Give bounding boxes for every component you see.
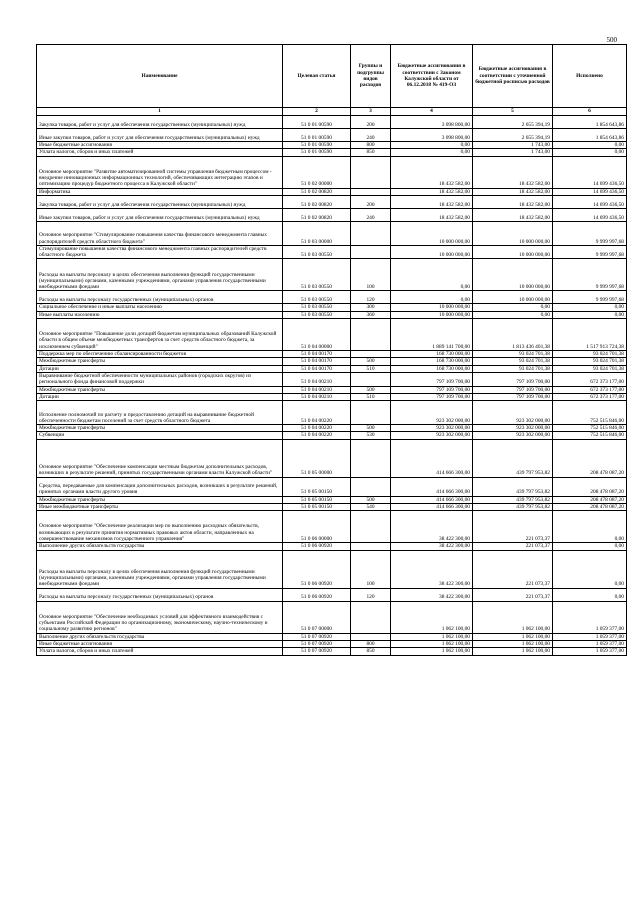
row-name: Расходы на выплаты персоналу государственных (муниципальных) органов [37,291,283,304]
row-group [351,477,391,496]
row-refined: 439 797 953,82 [473,439,553,477]
row-name: Расходы на выплаты персоналу в целях обеспечения выполнения функций государственными (муниципальными) органами, казенными учреждениями, органами управления государственными внебюджетными фондами [37,550,283,588]
row-executed: 9 999 997,68 [553,291,627,304]
row-name: Уплата налогов, сборов и иных платежей [37,149,283,156]
row-refined: 2 655 394,19 [473,129,553,142]
row-law: 168 730 000,00 [391,358,473,365]
row-target: 51 0 04 00220 [283,425,351,432]
row-refined: 221 073,37 [473,511,553,543]
row-law: 10 000 000,00 [391,245,473,259]
row-refined: 18 432 582,00 [473,208,553,221]
table-row [37,358,627,365]
row-refined: 18 432 582,00 [473,156,553,188]
row-refined: 1 813 436 401,38 [473,319,553,351]
row-group: 510 [351,365,391,372]
table-row [37,588,627,601]
column-number-row [37,108,627,116]
table-row [37,116,627,129]
row-group [351,319,391,351]
row-executed: 1 059 377,00 [553,648,627,655]
row-group [351,156,391,188]
row-group: 850 [351,648,391,655]
row-executed: 672 373 177,00 [553,372,627,386]
row-executed: 0,00 [553,543,627,550]
row-group: 120 [351,291,391,304]
table-row [37,304,627,311]
row-name: Иные закупки товаров, работ и услуг для обеспечения государственных (муниципальных) нужд [37,208,283,221]
table-row [37,477,627,496]
table-row [37,365,627,372]
table-row [37,351,627,358]
row-group [351,401,391,425]
header-name: Наименование [37,45,283,108]
row-refined: 1 062 100,00 [473,648,553,655]
row-name: Основное мероприятие "Обеспечение компенсации местным бюджетам дополнительных расходов, возникших в результате решений, принятых государственными органами власти Калужской области" [37,439,283,477]
row-name: Дотации [37,365,283,372]
table-row [37,245,627,259]
row-refined: 18 432 582,00 [473,195,553,208]
row-target: 51 0 05 00150 [283,504,351,511]
table-row [37,129,627,142]
row-name: Межбюджетные трансферты [37,425,283,432]
row-target: 51 0 06 00920 [283,588,351,601]
row-group [351,372,391,386]
row-group: 510 [351,393,391,400]
row-law: 18 432 582,00 [391,195,473,208]
row-executed: 0,00 [553,550,627,588]
table-row [37,156,627,188]
table-row [37,633,627,640]
row-law: 1 889 141 700,00 [391,319,473,351]
table-row [37,259,627,291]
row-law: 3 098 800,00 [391,116,473,129]
row-executed: 208 478 087,20 [553,439,627,477]
row-target: 51 0 06 00000 [283,511,351,543]
row-group [351,188,391,195]
row-name: Информатика [37,188,283,195]
row-target: 51 0 05 00150 [283,477,351,496]
col-number: 2 [283,108,351,116]
row-group: 540 [351,504,391,511]
row-target: 51 0 01 00590 [283,129,351,142]
row-executed: 0,00 [553,142,627,149]
row-law: 414 666 300,00 [391,504,473,511]
col-number: 5 [473,108,553,116]
row-executed: 14 699 436,50 [553,188,627,195]
row-name: Выполнение других обязательств государства [37,543,283,550]
row-executed: 0,00 [553,311,627,318]
row-executed: 14 699 436,50 [553,195,627,208]
table-row [37,496,627,503]
row-refined: 439 797 953,82 [473,504,553,511]
row-law: 38 422 300,00 [391,511,473,543]
row-group: 800 [351,142,391,149]
row-executed: 0,00 [553,511,627,543]
row-name: Межбюджетные трансферты [37,386,283,393]
row-target: 51 0 04 00210 [283,393,351,400]
row-refined: 439 797 953,82 [473,477,553,496]
table-row [37,401,627,425]
row-law: 414 666 300,00 [391,439,473,477]
row-refined: 0,00 [473,311,553,318]
row-name: Межбюджетные трансферты [37,496,283,503]
row-refined: 923 302 000,00 [473,401,553,425]
row-name: Субвенции [37,432,283,439]
row-name: Иные выплаты населению [37,311,283,318]
row-refined: 797 109 700,00 [473,386,553,393]
row-name: Закупка товаров, работ и услуг для обеспечения государственных (муниципальных) нужд [37,195,283,208]
row-target: 51 0 03 00550 [283,291,351,304]
row-refined: 221 073,37 [473,550,553,588]
row-group: 300 [351,304,391,311]
row-name: Стимулирование повышения качества финансового менеджмента главных распорядителей средств областного бюджета [37,245,283,259]
row-name: Поддержка мер по обеспечению сбалансированности бюджетов [37,351,283,358]
row-target: 51 0 05 00150 [283,496,351,503]
row-executed: 752 515 846,00 [553,425,627,432]
row-name: Уплата налогов, сборов и иных платежей [37,648,283,655]
row-refined: 1 062 100,00 [473,640,553,647]
row-name: Выполнение других обязательств государства [37,633,283,640]
row-refined: 18 432 582,00 [473,188,553,195]
row-law: 1 062 100,00 [391,633,473,640]
row-law: 797 109 700,00 [391,372,473,386]
row-group [351,511,391,543]
row-law: 797 109 700,00 [391,393,473,400]
row-refined: 439 797 953,82 [473,496,553,503]
row-name: Основное мероприятие "Повышение доли дотаций бюджетам муниципальных образований Калужской области в общем объеме межбюджетных трансфертов за счет средств областного бюджета, за исключением субвенций" [37,319,283,351]
row-refined: 923 302 000,00 [473,432,553,439]
row-executed: 9 999 997,68 [553,221,627,245]
row-executed: 1 854 643,86 [553,116,627,129]
row-law: 414 666 300,00 [391,496,473,503]
row-group: 240 [351,129,391,142]
row-target: 51 0 04 00220 [283,432,351,439]
row-executed: 208 478 087,20 [553,477,627,496]
row-executed: 1 059 377,00 [553,640,627,647]
row-refined: 797 109 700,00 [473,393,553,400]
row-target: 51 0 05 00000 [283,439,351,477]
row-executed: 93 024 701,38 [553,358,627,365]
row-group: 530 [351,432,391,439]
row-law: 10 000 000,00 [391,311,473,318]
row-law: 38 422 300,00 [391,550,473,588]
row-target: 51 0 04 00170 [283,351,351,358]
row-executed: 208 478 087,20 [553,496,627,503]
row-name: Исполнение полномочий по расчету и предоставлению дотаций на выравнивание бюджетной обеспеченности бюджетам поселений за счет средств областного бюджета [37,401,283,425]
row-group [351,601,391,633]
row-name: Иные закупки товаров, работ и услуг для обеспечения государственных (муниципальных) нужд [37,129,283,142]
row-target: 51 0 07 00920 [283,633,351,640]
table-row [37,142,627,149]
row-name: Выравнивание бюджетной обеспеченности муниципальных районов (городских округов) из регионального фонда финансовой поддержки [37,372,283,386]
row-target: 51 0 04 00000 [283,319,351,351]
header-budget-refined: Бюджетные ассигнования в соответствии с уточненной бюджетной росписью расходов [473,45,553,108]
row-law: 797 109 700,00 [391,386,473,393]
row-law: 1 062 100,00 [391,648,473,655]
row-refined: 221 073,37 [473,543,553,550]
row-name: Основное мероприятие "Развитие автоматизированной системы управления бюджетным процессом - внедрение инновационных информационных технологий, обеспечивающих интеграцию этапов и оптимизацию процедур бюджетного процесса в Калужской области" [37,156,283,188]
row-group: 500 [351,386,391,393]
row-executed: 0,00 [553,588,627,601]
row-law: 0,00 [391,149,473,156]
table-row [37,511,627,543]
row-target: 51 0 04 00170 [283,365,351,372]
row-target: 51 0 06 00920 [283,550,351,588]
row-refined: 1 062 100,00 [473,633,553,640]
row-name: Иные бюджетные ассигнования [37,142,283,149]
table-row [37,188,627,195]
table-row [37,432,627,439]
row-group: 360 [351,311,391,318]
row-executed: 1 059 377,00 [553,633,627,640]
table-row [37,291,627,304]
row-name: Основное мероприятие "Обеспечение реализации мер по выполнению расходных обязательств, возникающих в результате принятия нормативных правовых актов области, направленных на совершенствование механизмов государственного управления" [37,511,283,543]
header-group: Группы и подгруппы видов расходов [351,45,391,108]
row-executed: 1 854 643,86 [553,129,627,142]
row-refined: 10 000 000,00 [473,221,553,245]
row-executed: 0,00 [553,304,627,311]
row-group: 500 [351,496,391,503]
col-number: 6 [553,108,627,116]
row-executed: 1 517 913 724,38 [553,319,627,351]
row-target: 51 0 07 00920 [283,648,351,655]
row-executed: 9 999 997,68 [553,245,627,259]
row-name: Основное мероприятие "Стимулирование повышения качества финансового менеджмента главных распорядителей средств областного бюджета" [37,221,283,245]
row-executed: 14 699 436,50 [553,156,627,188]
row-refined: 221 073,37 [473,588,553,601]
row-group: 200 [351,116,391,129]
row-target: 51 0 03 00550 [283,304,351,311]
row-law: 923 302 000,00 [391,432,473,439]
row-law: 38 422 300,00 [391,588,473,601]
table-row [37,372,627,386]
table-row [37,208,627,221]
row-name: Расходы на выплаты персоналу в целях обеспечения выполнения функций государственными (муниципальными) органами, казенными учреждениями, органами управления государственными внебюджетными фондами [37,259,283,291]
row-executed: 9 999 997,68 [553,259,627,291]
row-target: 51 0 04 00170 [283,358,351,365]
row-name: Закупка товаров, работ и услуг для обеспечения государственных (муниципальных) нужд [37,116,283,129]
row-law: 1 062 100,00 [391,640,473,647]
table-row [37,640,627,647]
row-law: 10 000 000,00 [391,221,473,245]
row-refined: 93 024 701,38 [473,365,553,372]
table-row [37,648,627,655]
header-row [37,45,627,108]
row-group: 800 [351,640,391,647]
row-executed: 208 478 087,20 [553,504,627,511]
row-group [351,633,391,640]
row-refined: 10 000 000,00 [473,245,553,259]
row-target: 51 0 07 00000 [283,601,351,633]
row-group [351,543,391,550]
row-target: 51 0 04 00210 [283,372,351,386]
row-group: 100 [351,550,391,588]
row-target: 51 0 02 00820 [283,208,351,221]
row-law: 18 432 582,00 [391,188,473,195]
row-law: 0,00 [391,291,473,304]
row-executed: 672 373 177,00 [553,393,627,400]
row-name: Средства, передаваемые для компенсации дополнительных расходов, возникших в результате решений, принятых органами власти другого уровня [37,477,283,496]
row-name: Основное мероприятие "Обеспечение необходимых условий для эффективного взаимодействия с субъектами Российской Федерации по организационному, экономическому, научно-техническому и социальному развитию регионов" [37,601,283,633]
row-law: 923 302 000,00 [391,425,473,432]
row-name: Социальное обеспечение и иные выплаты населению [37,304,283,311]
table-row [37,195,627,208]
col-number: 4 [391,108,473,116]
row-law: 923 302 000,00 [391,401,473,425]
row-law: 168 730 000,00 [391,351,473,358]
row-name: Расходы на выплаты персоналу государственных (муниципальных) органов [37,588,283,601]
col-number: 1 [37,108,283,116]
row-refined: 1 062 100,00 [473,601,553,633]
row-target: 51 0 03 00550 [283,259,351,291]
row-target: 51 0 02 00820 [283,188,351,195]
table-row [37,149,627,156]
row-refined: 797 109 700,00 [473,372,553,386]
row-group [351,245,391,259]
row-law: 0,00 [391,142,473,149]
row-target: 51 0 01 00590 [283,116,351,129]
table-row [37,393,627,400]
table-row [37,311,627,318]
row-refined: 10 000 000,00 [473,291,553,304]
row-executed: 93 024 701,38 [553,365,627,372]
table-row [37,425,627,432]
row-group [351,221,391,245]
row-law: 18 432 582,00 [391,208,473,221]
row-law: 10 000 000,00 [391,304,473,311]
row-group: 500 [351,358,391,365]
row-group: 850 [351,149,391,156]
col-number: 3 [351,108,391,116]
row-law: 414 666 300,00 [391,477,473,496]
table-row [37,601,627,633]
row-law: 18 432 582,00 [391,156,473,188]
table-row [37,543,627,550]
row-refined: 93 024 701,38 [473,351,553,358]
row-name: Иные бюджетные ассигнования [37,640,283,647]
row-refined: 1 743,00 [473,149,553,156]
table-row [37,386,627,393]
row-target: 51 0 03 00550 [283,311,351,318]
row-refined: 1 743,00 [473,142,553,149]
row-law: 0,00 [391,259,473,291]
row-refined: 10 000 000,00 [473,259,553,291]
row-group [351,439,391,477]
row-law: 3 098 800,00 [391,129,473,142]
row-target: 51 0 02 00820 [283,195,351,208]
row-target: 51 0 02 00000 [283,156,351,188]
row-target: 51 0 06 00920 [283,543,351,550]
row-group: 100 [351,259,391,291]
row-refined: 923 302 000,00 [473,425,553,432]
row-group: 200 [351,195,391,208]
row-target: 51 0 03 00550 [283,245,351,259]
row-executed: 0,00 [553,149,627,156]
table-row [37,504,627,511]
row-target: 51 0 04 00220 [283,401,351,425]
row-group: 500 [351,425,391,432]
row-executed: 672 373 177,00 [553,386,627,393]
row-refined: 2 655 394,19 [473,116,553,129]
row-executed: 752 515 846,00 [553,401,627,425]
row-name: Межбюджетные трансферты [37,358,283,365]
row-law: 38 422 300,00 [391,543,473,550]
row-executed: 1 059 377,00 [553,601,627,633]
row-refined: 93 024 701,38 [473,358,553,365]
row-group: 240 [351,208,391,221]
row-name: Иные межбюджетные трансферты [37,504,283,511]
table-row [37,319,627,351]
row-name: Дотации [37,393,283,400]
table-row [37,550,627,588]
row-law: 168 730 000,00 [391,365,473,372]
header-target: Целевая статья [283,45,351,108]
header-budget-law: Бюджетные ассигнования в соответствии с Законом Калужской области от 06.12.2018 № 419-ОЗ [391,45,473,108]
row-group [351,351,391,358]
row-target: 51 0 03 00000 [283,221,351,245]
row-executed: 93 024 701,38 [553,351,627,358]
table-body [37,116,627,656]
row-target: 51 0 07 00920 [283,640,351,647]
budget-table [36,44,627,656]
header-executed: Исполнено [553,45,627,108]
table-row [37,439,627,477]
row-target: 51 0 04 00210 [283,386,351,393]
row-law: 1 062 100,00 [391,601,473,633]
row-group: 120 [351,588,391,601]
row-executed: 14 699 436,50 [553,208,627,221]
row-executed: 752 515 846,00 [553,432,627,439]
row-target: 51 0 01 00590 [283,149,351,156]
row-refined: 0,00 [473,304,553,311]
row-target: 51 0 01 00590 [283,142,351,149]
table-row [37,221,627,245]
page-number: 500 [606,36,617,44]
